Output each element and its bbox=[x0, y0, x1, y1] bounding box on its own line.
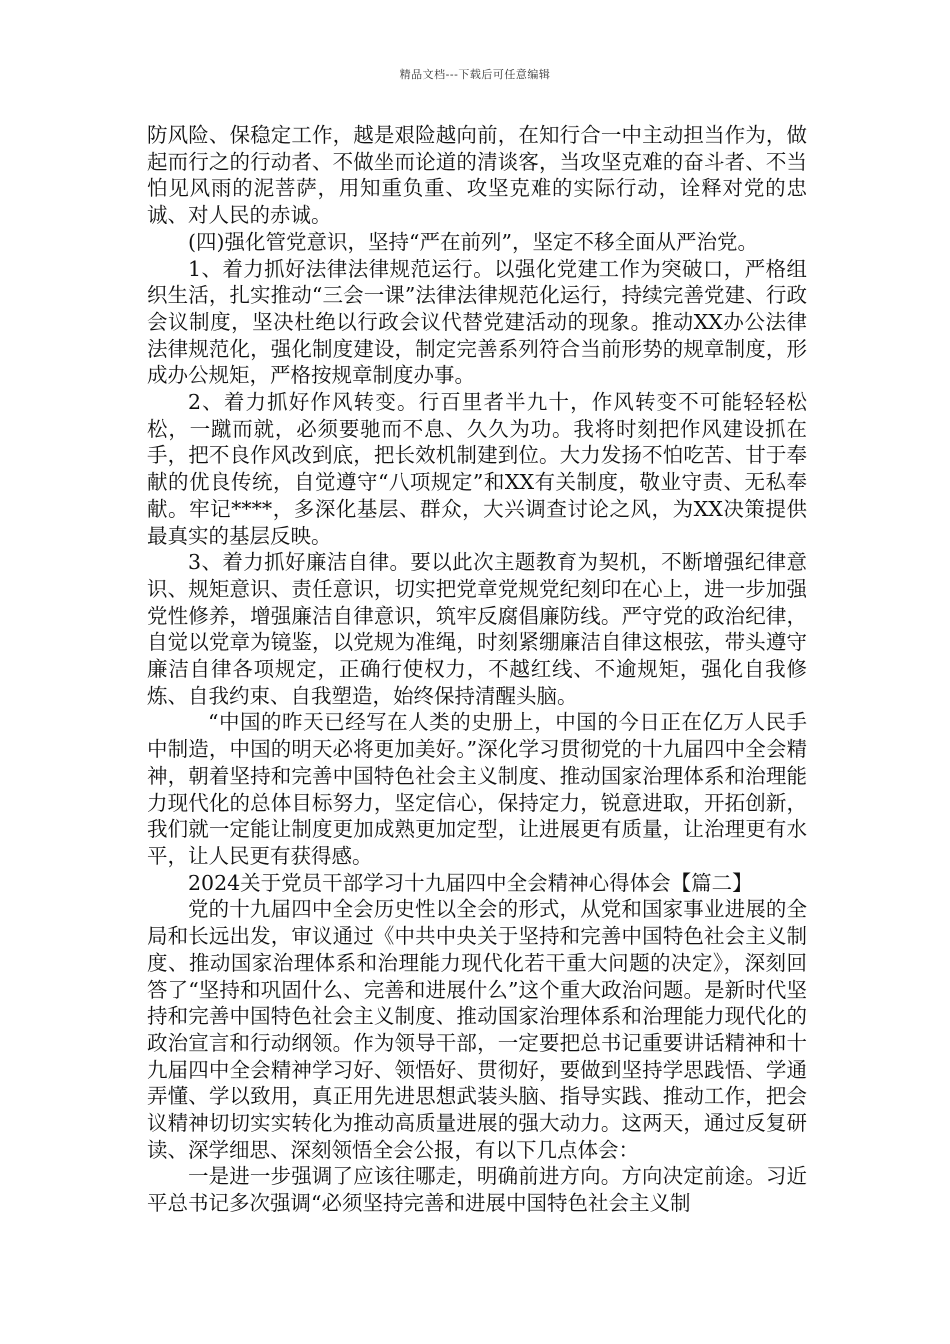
paragraph-item-2: 2、着力抓好作风转变。行百里者半九十，作风转变不可能轻轻松松，一蹴而就，必须要驰而不息、久久为功。我将时刻把作风建设抓在手，把不良作风改到底，把长效机制建到位。大力发扬不怕吃苦、甘于奉献的优良传统，自觉遵守“八项规定”和XX有关制度，敬业守责、无私奉献。牢记****，多深化基层、群众，大兴调查讨论之风，为XX决策提供最真实的基层反映。 bbox=[147, 390, 807, 548]
article-title-part-2: 2024关于党员干部学习十九届四中全会精神心得体会【篇二】 bbox=[188, 870, 753, 895]
section-heading-4: (四)强化管党意识，坚持“严在前列”，坚定不移全面从严治党。 bbox=[188, 229, 758, 254]
page-header: 精品文档---下载后可任意编辑 bbox=[399, 68, 551, 81]
paragraph-continuation: 防风险、保稳定工作，越是艰险越向前，在知行合一中主动担当作为，做起而行之的行动者、不做坐而论道的清谈客，当攻坚克难的奋斗者、不当怕见风雨的泥菩萨，用知重负重、攻坚克难的实际行动，诠释对党的忠诚、对人民的赤诚。 bbox=[147, 123, 807, 228]
document-body bbox=[147, 122, 807, 1217]
paragraph-point-1: 一是进一步强调了应该往哪走，明确前进方向。方向决定前途。习近平总书记多次强调“必须坚持完善和进展中国特色社会主义制 bbox=[147, 1164, 807, 1216]
paragraph-quote: “中国的昨天已经写在人类的史册上，中国的今日正在亿万人民手中制造，中国的明天必将更加美好。”深化学习贯彻党的十九届四中全会精神，朝着坚持和完善中国特色社会主义制度、推动国家治理体系和治理能力现代化的总体目标努力，坚定信心，保持定力，锐意进取，开拓创新，我们就一定能让制度更加成熟更加定型，让进展更有质量，让治理更有水平，让人民更有获得感。 bbox=[147, 710, 807, 868]
paragraph-item-3: 3、着力抓好廉洁自律。要以此次主题教育为契机，不断增强纪律意识、规矩意识、责任意识，切实把党章党规党纪刻印在心上，进一步加强党性修养，增强廉洁自律意识，筑牢反腐倡廉防线。严守党的政治纪律，自觉以党章为镜鉴，以党规为准绳，时刻紧绷廉洁自律这根弦，带头遵守廉洁自律各项规定，正确行使权力，不越红线、不逾规矩，强化自我修炼、自我约束、自我塑造，始终保持清醒头脑。 bbox=[147, 550, 807, 708]
paragraph-intro: 党的十九届四中全会历史性以全会的形式，从党和国家事业进展的全局和长远出发，审议通过《中共中央关于坚持和完善中国特色社会主义制度、推动国家治理体系和治理能力现代化若干重大问题的决定》，深刻回答了“坚持和巩固什么、完善和进展什么”这个重大政治问题。是新时代坚持和完善中国特色社会主义制度、推动国家治理体系和治理能力现代化的政治宣言和行动纲领。作为领导干部，一定要把总书记重要讲话精神和十九届四中全会精神学习好、领悟好、贯彻好，要做到坚持学思践悟、学通弄懂、学以致用，真正用先进思想武装头脑、指导实践、推动工作，把会议精神切切实实转化为推动高质量进展的强大动力。这两天，通过反复研读、深学细思、深刻领悟全会公报，有以下几点体会： bbox=[147, 897, 807, 1162]
paragraph-item-1: 1、着力抓好法律法律规范运行。以强化党建工作为突破口，严格组织生活，扎实推动“三会一课”法律法律规范化运行，持续完善党建、行政会议制度，坚决杜绝以行政会议代替党建活动的现象。推动XX办公法律法律规范化，强化制度建设，制定完善系列符合当前形势的规章制度，形成办公规矩，严格按规章制度办事。 bbox=[147, 256, 807, 388]
